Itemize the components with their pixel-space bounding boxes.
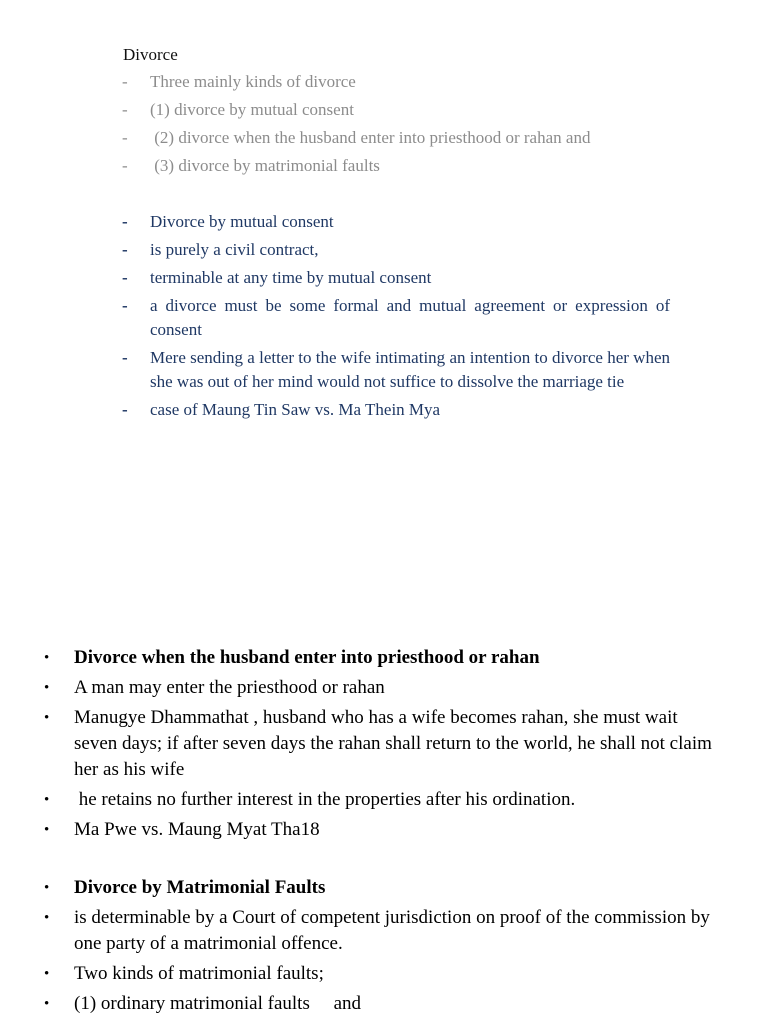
page-heading: Divorce [123,45,178,64]
list-item [44,705,724,783]
bullet-marker: • [44,680,50,696]
list-item [122,71,670,99]
matrimonial-faults-list [44,875,724,1021]
list-item [44,875,724,901]
dash-marker: - [122,268,128,287]
list-item-text: Ma Pwe vs. Maung Myat Tha18 [74,819,320,840]
list-item-text: Mere sending a letter to the wife intimating an intention to divorce her when she was out of her mind would not suffice to dissolve the marriage tie [150,348,670,391]
dash-marker: - [122,400,128,419]
list-item [122,127,670,155]
list-item [44,645,724,671]
bullet-marker: • [44,966,50,982]
list-item-text: (1) ordinary matrimonial faults and [74,993,362,1014]
dash-marker: - [122,348,128,367]
list-item [122,238,670,262]
list-item-text: Divorce by mutual consent [150,212,334,231]
list-item-text: is purely a civil contract, [150,240,319,259]
dash-marker: - [122,100,128,119]
list-item [44,787,724,813]
mutual-consent-list [122,210,670,426]
list-item [44,817,724,843]
bullet-marker: • [44,910,50,926]
list-item [122,99,670,127]
bullet-marker: • [44,822,50,838]
list-item-text: Three mainly kinds of divorce [150,72,356,91]
list-item-text: Two kinds of matrimonial faults; [74,963,324,984]
list-item-text: case of Maung Tin Saw vs. Ma Thein Mya [150,400,441,419]
list-item [122,266,670,290]
section-title: Divorce by Matrimonial Faults [74,877,326,898]
list-item [122,294,670,342]
list-item [122,346,670,394]
list-item-text: Manugye Dhammathat , husband who has a wife becomes rahan, she must wait seven days; if after seven days the rahan shall return to the world, he shall not claim her as his wife [74,707,712,780]
bullet-marker: • [44,710,50,726]
dash-marker: - [122,212,128,231]
list-item-text: a divorce must be some formal and mutual agreement or expression of consent [150,296,670,339]
list-item-text: (1) divorce by mutual consent [150,100,354,119]
list-item-text: A man may enter the priesthood or rahan [74,677,385,698]
list-item-text: terminable at any time by mutual consent [150,268,432,287]
section-title: Divorce when the husband enter into priesthood or rahan [74,647,540,668]
list-item [44,991,724,1017]
divorce-kinds-list [122,71,670,183]
bullet-marker: • [44,996,50,1012]
list-item [122,155,670,183]
dash-marker: - [122,72,128,91]
dash-marker: - [122,240,128,259]
list-item-text: he retains no further interest in the properties after his ordination. [74,789,576,810]
dash-marker: - [122,128,128,147]
dash-marker: - [122,296,128,315]
list-item [44,675,724,701]
list-item-text: (2) divorce when the husband enter into priesthood or rahan and [150,128,591,147]
list-item-text: is determinable by a Court of competent jurisdiction on proof of the commission by one party of a matrimonial offence. [74,907,710,954]
bullet-marker: • [44,792,50,808]
list-item [122,398,670,422]
bullet-marker: • [44,650,50,666]
list-item [44,961,724,987]
bullet-marker: • [44,880,50,896]
priesthood-divorce-list [44,645,724,847]
dash-marker: - [122,156,128,175]
list-item [44,905,724,957]
list-item-text: (3) divorce by matrimonial faults [150,156,380,175]
list-item [122,210,670,234]
